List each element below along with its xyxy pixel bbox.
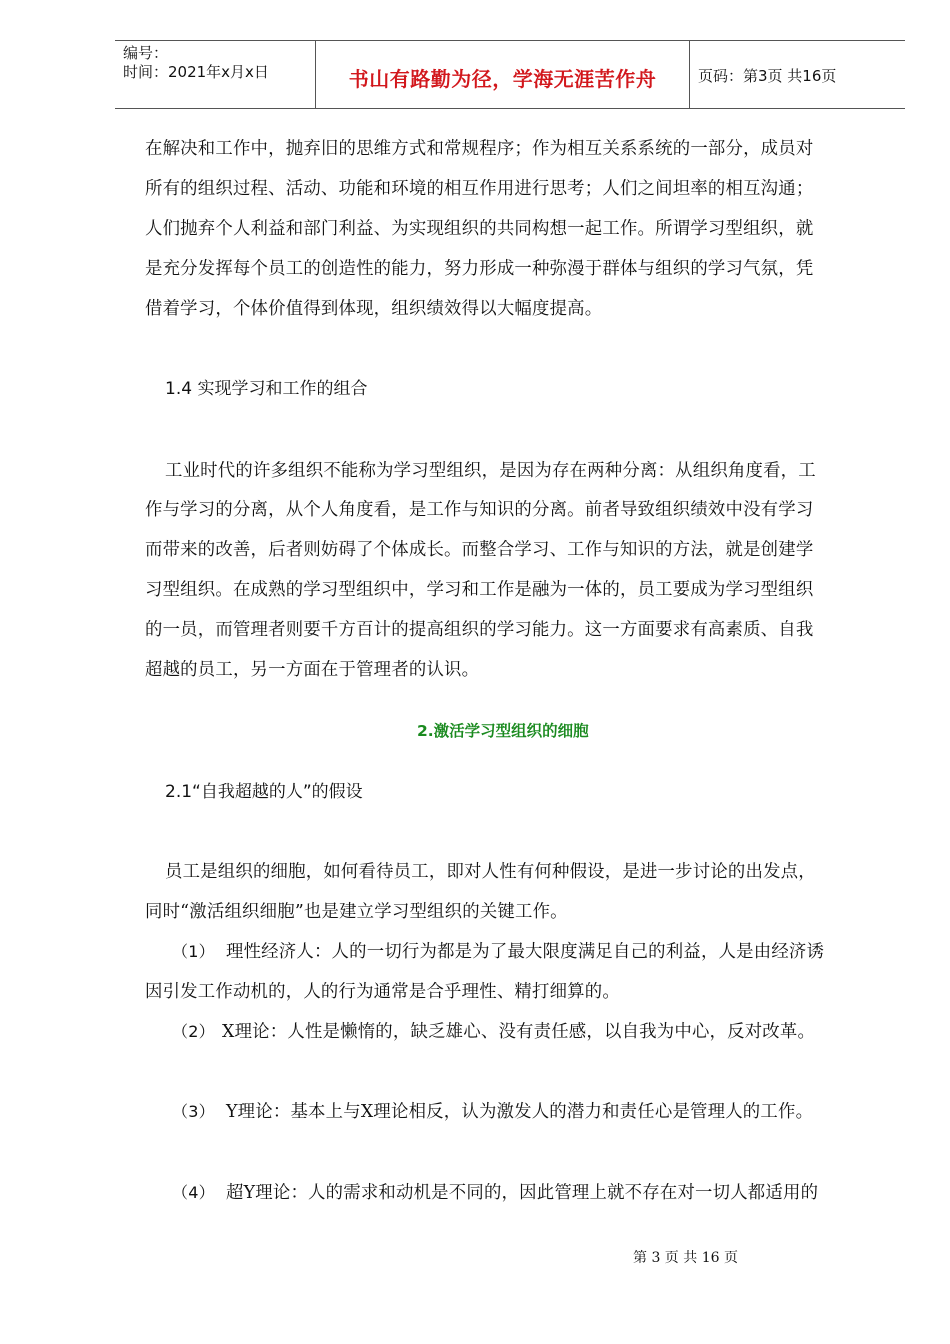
- document-date: 时间：2021年x月x日: [123, 63, 269, 81]
- section-heading: 1.4 实现学习和工作的组合: [165, 379, 368, 399]
- list-item-text: 理性经济人：人的一切行为都是为了最大限度满足自己的利益，人是由经济诱: [226, 942, 825, 962]
- footer-page-number: 第 3 页 共 16 页: [633, 1250, 738, 1266]
- paragraph-line: 作与学习的分离，从个人角度看，是工作与知识的分离。前者导致组织绩效中没有学习: [145, 500, 814, 520]
- section-heading: 2.1“自我超越的人”的假设: [165, 782, 363, 802]
- list-item-text: 因引发工作动机的，人的行为通常是合乎理性、精打细算的。: [145, 982, 620, 1002]
- paragraph-line: 借着学习，个体价值得到体现，组织绩效得以大幅度提高。: [145, 299, 603, 319]
- header-page-info: 页码：第3页 共16页: [698, 67, 837, 85]
- paragraph-line: 是充分发挥每个员工的创造性的能力，努力形成一种弥漫于群体与组织的学习气氛，凭: [145, 259, 814, 279]
- header-page-cell: [690, 41, 905, 108]
- paragraph-line: 超越的员工，另一方面在于管理者的认识。: [145, 660, 480, 680]
- paragraph-line: 的一员，而管理者则要千方百计的提高组织的学习能力。这一方面要求有高素质、自我: [145, 620, 814, 640]
- paragraph-line: 工业时代的许多组织不能称为学习型组织，是因为存在两种分离：从组织角度看，工: [165, 461, 816, 481]
- header-meta-cell: [115, 41, 316, 108]
- header-motto-cell: [316, 41, 690, 108]
- paragraph-line: 员工是组织的细胞，如何看待员工，即对人性有何种假设，是进一步讨论的出发点，: [165, 862, 816, 882]
- document-number: 编号：: [123, 44, 169, 62]
- list-item-number: （1）: [172, 942, 215, 961]
- paragraph-line: 人们抛弃个人利益和部门利益、为实现组织的共同构想一起工作。所谓学习型组织，就: [145, 219, 814, 239]
- paragraph-line: 所有的组织过程、活动、功能和环境的相互作用进行思考；人们之间坦率的相互沟通；: [145, 179, 814, 199]
- list-item-number: （3）: [172, 1102, 215, 1121]
- list-item-number: （4）: [172, 1183, 215, 1202]
- list-item-text: Y理论：基本上与X理论相反，认为激发人的潜力和责任心是管理人的工作。: [226, 1102, 814, 1122]
- header-motto: 书山有路勤为径，学海无涯苦作舟: [348, 67, 657, 91]
- document-header: [115, 40, 905, 109]
- list-item-number: （2）: [172, 1022, 215, 1041]
- paragraph-line: 而带来的改善，后者则妨碍了个体成长。而整合学习、工作与知识的方法，就是创建学: [145, 540, 814, 560]
- list-item-text: X理论：人性是懒惰的，缺乏雄心、没有责任感，以自我为中心，反对改革。: [222, 1022, 816, 1042]
- paragraph-line: 同时“激活组织细胞”也是建立学习型组织的关键工作。: [145, 902, 568, 922]
- paragraph-line: 在解决和工作中，抛弃旧的思维方式和常规程序；作为相互关系系统的一部分，成员对: [145, 139, 814, 159]
- list-item-text: 超Y理论：人的需求和动机是不同的，因此管理上就不存在对一切人都适用的: [226, 1183, 819, 1203]
- paragraph-line: 习型组织。在成熟的学习型组织中，学习和工作是融为一体的，员工要成为学习型组织: [145, 580, 814, 600]
- chapter-heading: 2.激活学习型组织的细胞: [417, 722, 589, 740]
